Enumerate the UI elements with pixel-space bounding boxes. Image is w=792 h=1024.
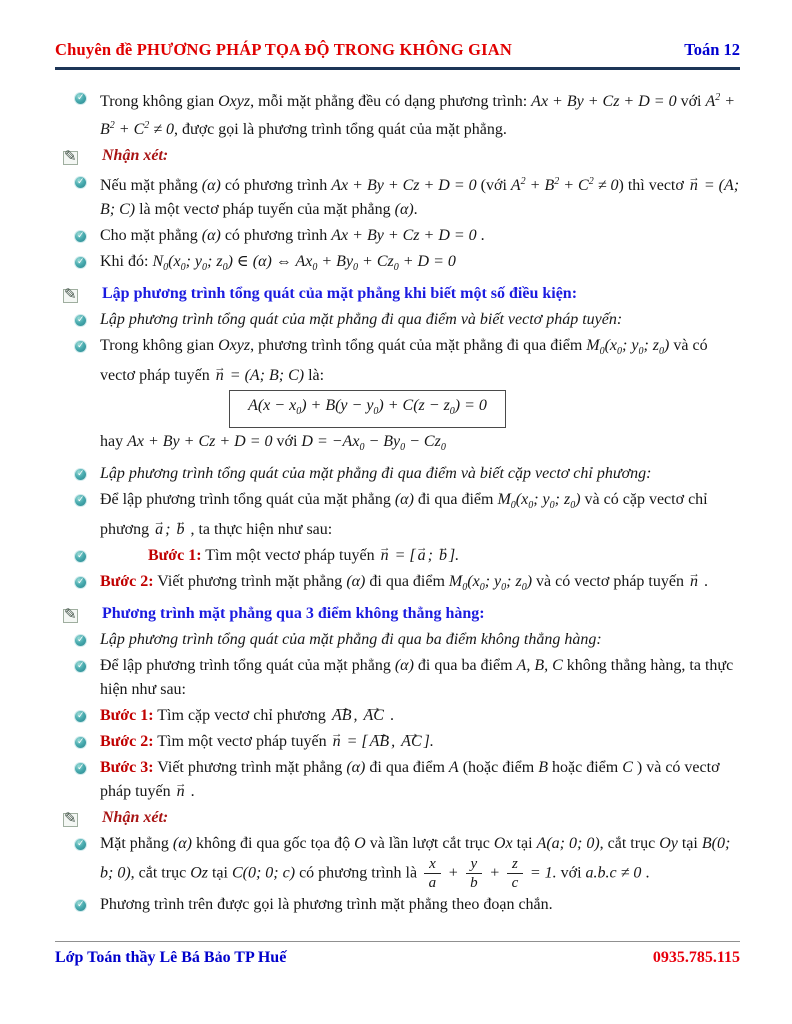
text-run: với	[676, 93, 706, 110]
text-run: .	[476, 227, 485, 244]
text-run: Để lập phương trình tổng quát của mặt phẳng	[100, 491, 395, 508]
text-run: B	[538, 759, 549, 776]
text-run: )	[664, 337, 670, 354]
pencil-icon	[63, 813, 78, 827]
text-run: ) = 0	[454, 397, 487, 414]
check-bullet-icon	[75, 737, 86, 748]
item-text	[55, 430, 740, 460]
text-run: .	[385, 707, 394, 724]
bullet-item	[55, 170, 740, 222]
text-run: 0	[617, 346, 623, 357]
text-run: (α)	[394, 491, 414, 508]
text-run: đi qua ba điểm	[413, 657, 517, 674]
text-run: Bước 2:	[100, 573, 154, 590]
text-run: .	[641, 864, 650, 882]
text-run: ; y	[622, 337, 639, 354]
footer-brand: Lớp Toán thầy Lê Bá Bảo TP Huế	[55, 949, 287, 966]
text-run: A	[705, 93, 716, 110]
text-run: , được gọi là phương trình tổng quát của mặt phẳng.	[174, 121, 507, 138]
text-run: Trong không gian	[100, 337, 219, 354]
text-run: (α)	[394, 201, 414, 218]
text-run: (α)	[394, 657, 414, 674]
text-run: ; z	[207, 253, 223, 270]
check-bullet-icon	[75, 469, 86, 480]
text-run: = [	[342, 733, 368, 750]
text-run: , mỗi mặt phẳng đều có dạng phương trình:	[250, 93, 532, 110]
text-run: a.b.c ≠ 0	[585, 864, 642, 882]
item-text	[100, 544, 740, 568]
text-run: Lập phương trình tổng quát của mặt phẳng đi qua điểm và biết vectơ pháp tuyến:	[100, 311, 623, 328]
item-text	[100, 628, 740, 652]
text-run: và có vectơ pháp tuyến	[532, 573, 688, 590]
text-run: ≠ 0	[149, 121, 175, 138]
check-bullet-icon	[75, 93, 86, 104]
text-run: có phương trình	[220, 227, 332, 244]
text-run: C(0; 0; c)	[231, 864, 296, 882]
footer-phone: 0935.785.115	[652, 949, 740, 966]
text-run: 0	[599, 346, 605, 357]
text-run: 0	[501, 582, 507, 593]
text-run: (α)	[201, 177, 221, 194]
formula-box	[229, 390, 506, 428]
text-run: ].	[423, 733, 434, 750]
text-run: )	[526, 573, 533, 590]
text-run: 0	[440, 442, 446, 453]
text-run: 0	[163, 262, 169, 273]
text-run: là:	[304, 367, 325, 384]
text-run: (x	[168, 253, 181, 270]
check-bullet-icon	[75, 763, 86, 774]
text-run: Viết phương trình mặt phẳng	[153, 759, 347, 776]
text-run: + C	[114, 121, 145, 138]
check-bullet-icon	[75, 839, 86, 850]
bullet-item	[55, 544, 740, 568]
text-run: = (A; B; C)	[225, 367, 305, 384]
text-run: Bước 1:	[100, 707, 154, 724]
check-bullet-icon	[75, 635, 86, 646]
continuation-line	[55, 430, 740, 460]
bullet-item	[55, 893, 740, 917]
text-run: A, B, C	[516, 657, 563, 674]
text-run: + D = 0	[398, 253, 456, 270]
text-run: 0	[659, 346, 665, 357]
bullet-item	[55, 730, 740, 754]
text-run: − By	[364, 433, 401, 450]
text-run: ; y	[484, 573, 502, 590]
text-run: , cắt trục	[599, 835, 660, 852]
bullet-item	[55, 334, 740, 388]
text-run: Lập phương trình tổng quát của mặt phẳng khi biết một số điều kiện:	[102, 285, 578, 302]
text-run: và có cặp vectơ chỉ phương	[100, 491, 708, 538]
item-text	[100, 832, 740, 891]
check-bullet-icon	[75, 231, 86, 242]
text-run: ; y	[533, 491, 550, 508]
boxed-formula-row	[55, 390, 740, 428]
bullet-item-italic	[55, 308, 740, 332]
vector-symbol: n →	[379, 544, 391, 568]
text-run: Để lập phương trình tổng quát của mặt phẳng	[100, 657, 395, 674]
note-heading-blue	[55, 282, 740, 306]
text-run: Trong không gian	[100, 93, 219, 110]
text-run: đi qua điểm	[413, 491, 498, 508]
item-text	[100, 756, 740, 804]
note-heading-red	[55, 144, 740, 168]
text-run: đi qua điểm	[365, 759, 449, 776]
text-run: A	[510, 177, 521, 194]
text-run: ,	[353, 707, 362, 724]
text-run: .	[186, 783, 195, 800]
header-grade-label: Toán 12	[684, 40, 740, 59]
text-run: Tìm một vectơ pháp tuyến	[153, 733, 331, 750]
bullet-item-italic	[55, 462, 740, 486]
text-run: ].	[448, 547, 460, 564]
text-run: 0	[449, 406, 455, 417]
text-run: Ax + By + Cz + D = 0	[331, 227, 477, 244]
text-run: hoặc điểm	[548, 759, 623, 776]
text-run: 0	[462, 582, 468, 593]
text-run: + C	[559, 177, 589, 194]
text-run: có phương trình là	[295, 864, 422, 882]
pencil-icon	[63, 151, 78, 165]
text-run: , ta thực hiện như sau:	[186, 521, 333, 538]
check-bullet-icon	[75, 495, 86, 506]
text-run: Viết phương trình mặt phẳng	[153, 573, 347, 590]
text-run: 2	[520, 176, 526, 187]
text-run: ; z	[643, 337, 660, 354]
vector-symbol: n →	[214, 364, 226, 388]
text-run: 0	[528, 500, 534, 511]
text-run: ; z	[554, 491, 571, 508]
text-run: Tìm cặp vectơ chỉ phương	[153, 707, 330, 724]
text-run: (α)	[346, 573, 366, 590]
item-text	[100, 334, 740, 388]
text-run: 0	[570, 500, 576, 511]
vector-symbol: n →	[688, 570, 700, 594]
text-run: tại	[677, 835, 702, 852]
text-run: 2	[144, 120, 150, 131]
header-title: Chuyên đề PHƯƠNG PHÁP TỌA ĐỘ TRONG KHÔNG GIAN	[55, 40, 512, 59]
text-run: + Cz	[358, 253, 394, 270]
text-run: Nhận xét:	[102, 809, 169, 826]
text-run: ≠ 0	[593, 177, 619, 194]
check-bullet-icon	[75, 711, 86, 722]
item-text	[100, 308, 740, 332]
text-run: Oxyz	[218, 337, 251, 354]
text-run: .	[699, 573, 708, 590]
text-run: (x	[604, 337, 618, 354]
text-run: 2	[109, 120, 115, 131]
text-run: Ax + By + Cz + D = 0	[531, 93, 677, 110]
item-text	[100, 488, 740, 542]
text-run: Oxyz	[218, 93, 251, 110]
text-run: (α)	[201, 227, 221, 244]
item-text	[100, 170, 740, 222]
text-run: 0	[296, 406, 302, 417]
text-run: (x	[515, 491, 529, 508]
vector-symbol: AB →	[368, 730, 392, 754]
text-run: + B	[525, 177, 555, 194]
bullet-item	[55, 488, 740, 542]
text-run: 0	[202, 262, 207, 273]
text-run: 0	[353, 262, 359, 273]
text-run: 0	[549, 500, 555, 511]
check-bullet-icon	[75, 577, 86, 588]
text-run: (hoặc điểm	[458, 759, 539, 776]
text-run: (α)	[172, 835, 192, 852]
bullet-item	[55, 86, 740, 142]
vector-symbol: b →	[174, 518, 186, 542]
text-run: Tìm một vectơ pháp tuyến	[201, 547, 379, 564]
text-run: 0	[180, 262, 186, 273]
text-run: với	[556, 864, 586, 882]
text-run: N	[152, 253, 164, 270]
text-run: Nhận xét:	[102, 147, 169, 164]
text-run: − Cz	[405, 433, 441, 450]
text-run: Cho mặt phẳng	[100, 227, 202, 244]
pencil-icon	[63, 609, 78, 623]
check-bullet-icon	[75, 551, 86, 562]
note-heading-blue	[55, 602, 740, 626]
bullet-item	[55, 224, 740, 248]
vector-symbol: a →	[416, 544, 428, 568]
text-run: tại	[512, 835, 537, 852]
text-run: A(x − x	[248, 397, 297, 414]
text-run: (x	[467, 573, 480, 590]
text-run: và có vectơ pháp tuyến	[100, 337, 708, 384]
text-run: Bước 3:	[100, 759, 154, 776]
item-text	[55, 390, 740, 428]
item-text	[100, 730, 740, 754]
text-run: Oz	[190, 864, 208, 882]
text-run: Lập phương trình tổng quát của mặt phẳng đi qua ba điểm không thẳng hàng:	[100, 631, 602, 648]
text-run: không thẳng hàng, ta thực hiện như sau:	[100, 657, 734, 698]
text-run: 0	[312, 262, 318, 273]
vector-symbol: n →	[175, 780, 187, 804]
text-run: Bước 1:	[148, 547, 202, 564]
text-run: )	[575, 491, 581, 508]
text-run: ) và có vectơ pháp tuyến	[100, 759, 720, 800]
text-run: ; z	[506, 573, 522, 590]
item-text	[102, 282, 740, 306]
text-run: 2	[715, 92, 721, 103]
check-bullet-icon	[75, 315, 86, 326]
text-run: 0	[510, 500, 516, 511]
text-run: Ax + By + Cz + D = 0	[127, 433, 273, 450]
pencil-icon	[63, 289, 78, 303]
text-run: với	[272, 433, 302, 450]
item-text	[102, 602, 740, 626]
text-run: 0	[373, 406, 379, 417]
vector-symbol: AB →	[330, 704, 354, 728]
text-run: C	[622, 759, 633, 776]
bullet-item	[55, 756, 740, 804]
text-run: là một vectơ pháp tuyến của mặt phẳng	[135, 201, 395, 218]
note-heading-red	[55, 806, 740, 830]
check-bullet-icon	[75, 341, 86, 352]
text-run: Mặt phẳng	[100, 835, 173, 852]
bullet-item	[55, 832, 740, 891]
text-run: A(a; 0; 0)	[536, 835, 600, 852]
text-run: 0	[393, 262, 399, 273]
text-run: + B	[100, 93, 736, 138]
text-run: 0	[638, 346, 644, 357]
item-text	[100, 250, 740, 280]
text-run: ;	[165, 521, 175, 538]
text-run: có phương trình	[220, 177, 332, 194]
text-run: +	[485, 864, 504, 882]
text-run: + By	[317, 253, 354, 270]
text-run: Khi đó:	[100, 253, 153, 270]
check-bullet-icon	[75, 257, 86, 268]
item-text	[100, 893, 740, 917]
text-run: 0	[479, 582, 485, 593]
text-run: Oy	[659, 835, 678, 852]
item-text	[100, 462, 740, 486]
fraction: $\frac{x}{a}$	[424, 856, 441, 891]
text-run: (với	[476, 177, 511, 194]
text-run: M	[448, 573, 463, 590]
text-run: 2	[554, 176, 560, 187]
vector-symbol: AC →	[361, 704, 385, 728]
item-text	[100, 86, 740, 142]
page-footer	[55, 941, 740, 967]
item-text	[100, 224, 740, 248]
text-run: 0	[400, 442, 406, 453]
text-run: B(0; b; 0)	[100, 835, 731, 882]
bullet-item	[55, 654, 740, 702]
text-run: A	[448, 759, 459, 776]
text-run: 2	[588, 176, 594, 187]
text-run: đi qua điểm	[365, 573, 449, 590]
fraction: $\frac{z}{c}$	[507, 856, 523, 891]
text-run: 0	[222, 262, 228, 273]
vector-symbol: n →	[688, 174, 700, 198]
text-run: ; y	[185, 253, 202, 270]
document-body	[55, 84, 740, 919]
page-header	[55, 40, 740, 70]
text-run: Phương trình trên được gọi là phương trình mặt phẳng theo đoạn chắn.	[100, 896, 553, 914]
bullet-item	[55, 570, 740, 600]
vector-symbol: AC →	[399, 730, 423, 754]
text-run: Bước 2:	[100, 733, 154, 750]
text-run: 0	[359, 442, 365, 453]
text-run: tại	[207, 864, 232, 882]
text-run: (α)	[346, 759, 366, 776]
vector-symbol: b →	[437, 544, 449, 568]
text-run: M	[497, 491, 511, 508]
text-run: Phương trình mặt phẳng qua 3 điểm không thẳng hàng:	[102, 605, 485, 622]
check-bullet-icon	[75, 661, 86, 672]
vector-symbol: n →	[331, 730, 343, 754]
item-text	[100, 654, 740, 702]
text-run: = (A; B; C)	[100, 177, 740, 218]
text-run: ) ∈ (α) ⇔ Ax	[227, 253, 313, 270]
item-text	[102, 144, 740, 168]
text-run: +	[443, 864, 463, 882]
text-run: ,	[391, 733, 400, 750]
text-run: , cắt trục	[130, 864, 191, 882]
check-bullet-icon	[75, 177, 86, 188]
text-run: M	[586, 337, 600, 354]
item-text	[100, 570, 740, 600]
text-run: ;	[427, 547, 437, 564]
text-run: Ox	[493, 835, 513, 852]
text-run: ) + C(z − z	[378, 397, 450, 414]
vector-symbol: a →	[153, 518, 165, 542]
text-run: ) thì vectơ	[618, 177, 688, 194]
text-run: , phương trình tổng quát của mặt phẳng đi qua điểm	[250, 337, 587, 354]
item-text	[102, 806, 740, 830]
text-run: và lần lượt cắt trục	[365, 835, 494, 852]
text-run: Ax + By + Cz + D = 0	[331, 177, 477, 194]
text-run: 0	[521, 582, 527, 593]
text-run: = [	[390, 547, 416, 564]
text-run: không đi qua gốc tọa độ	[191, 835, 355, 852]
text-run: O	[354, 835, 366, 852]
text-run: D = −Ax	[301, 433, 360, 450]
text-run: = 1.	[525, 864, 557, 882]
text-run: .	[413, 201, 418, 218]
text-run: hay	[100, 433, 128, 450]
text-run: ) + B(y − y	[301, 397, 374, 414]
check-bullet-icon	[75, 900, 86, 911]
bullet-item	[55, 250, 740, 280]
fraction: $\frac{y}{b}$	[466, 856, 483, 891]
bullet-item-italic	[55, 628, 740, 652]
text-run: Nếu mặt phẳng	[100, 177, 202, 194]
text-run: Lập phương trình tổng quát của mặt phẳng đi qua điểm và biết cặp vectơ chỉ phương:	[100, 465, 652, 482]
